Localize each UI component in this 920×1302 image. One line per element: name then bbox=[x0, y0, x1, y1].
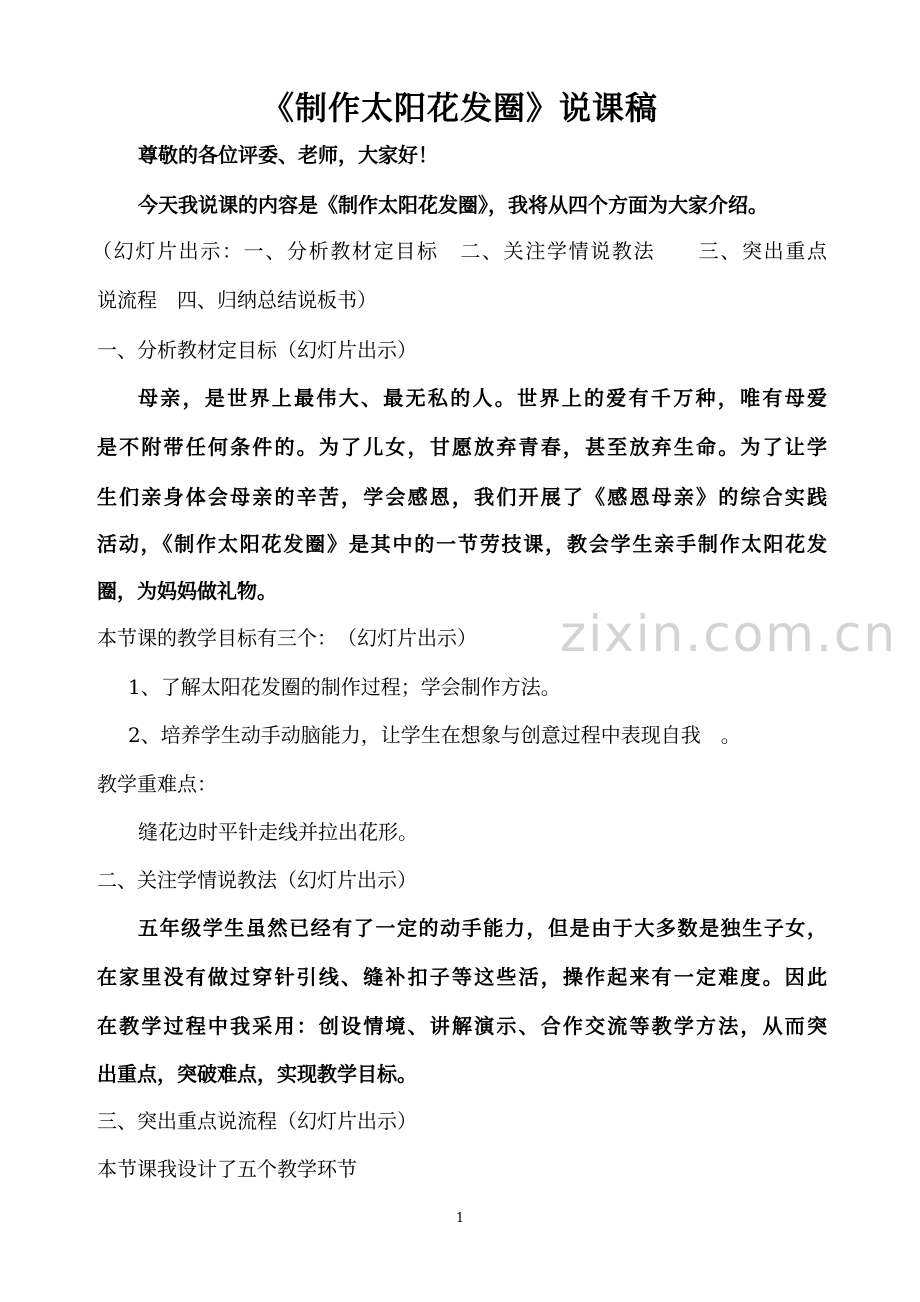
goals-intro: 本节课的教学目标有三个： （幻灯片出示） bbox=[97, 626, 477, 650]
goal-2: 2、培养学生动手动脑能力，让学生在想象与创意过程中表现自我 。 bbox=[128, 723, 741, 747]
greeting-line: 尊敬的各位评委、老师，大家好！ bbox=[138, 143, 438, 167]
para1-line-5: 圈，为妈妈做礼物。 bbox=[97, 579, 277, 603]
para2-line-4: 出重点，突破难点，实现教学目标。 bbox=[97, 1062, 417, 1086]
para1-line-2: 是不附带任何条件的。为了儿女，甘愿放弃青春，甚至放弃生命。为了让学 bbox=[97, 435, 827, 459]
outline-line-2: 说流程 四、归纳总结说板书） bbox=[97, 288, 377, 312]
para2-line-1: 五年级学生虽然已经有了一定的动手能力，但是由于大多数是独生子女， bbox=[138, 916, 827, 940]
watermark: zixin.com.cn bbox=[560, 605, 898, 663]
para1-line-1: 母亲，是世界上最伟大、最无私的人。世界上的爱有千万种，唯有母爱 bbox=[138, 386, 827, 410]
outline-line-1: （幻灯片出示：一、分析教材定目标 二、关注学情说教法 三、突出重点 bbox=[92, 239, 827, 263]
section2-heading: 二、关注学情说教法（幻灯片出示） bbox=[97, 868, 417, 892]
section1-heading: 一、分析教材定目标（幻灯片出示） bbox=[97, 338, 417, 362]
document-title: 《制作太阳花发圈》说课稿 bbox=[261, 89, 658, 127]
section3-heading: 三、突出重点说流程（幻灯片出示） bbox=[97, 1109, 417, 1133]
para2-line-3: 在教学过程中我采用：创设情境、讲解演示、合作交流等教学方法，从而突 bbox=[97, 1014, 827, 1038]
para2-line-2: 在家里没有做过穿针引线、缝补扣子等这些活，操作起来有一定难度。因此 bbox=[97, 965, 827, 989]
section3-text: 本节课我设计了五个教学环节 bbox=[97, 1157, 357, 1181]
difficulty-text: 缝花边时平针走线并拉出花形。 bbox=[138, 820, 418, 844]
difficulty-heading: 教学重难点： bbox=[97, 772, 217, 796]
goal-1: 1、了解太阳花发圈的制作过程；学会制作方法。 bbox=[128, 675, 561, 699]
para1-line-4: 活动，《制作太阳花发圈》是其中的一节劳技课，教会学生亲手制作太阳花发 bbox=[97, 532, 827, 556]
intro-line: 今天我说课的内容是《制作太阳花发圈》，我将从四个方面为大家介绍。 bbox=[138, 193, 768, 217]
para1-line-3: 生们亲身体会母亲的辛苦，学会感恩，我们开展了《感恩母亲》的综合实践 bbox=[97, 485, 827, 509]
page-number: 1 bbox=[455, 1211, 465, 1226]
